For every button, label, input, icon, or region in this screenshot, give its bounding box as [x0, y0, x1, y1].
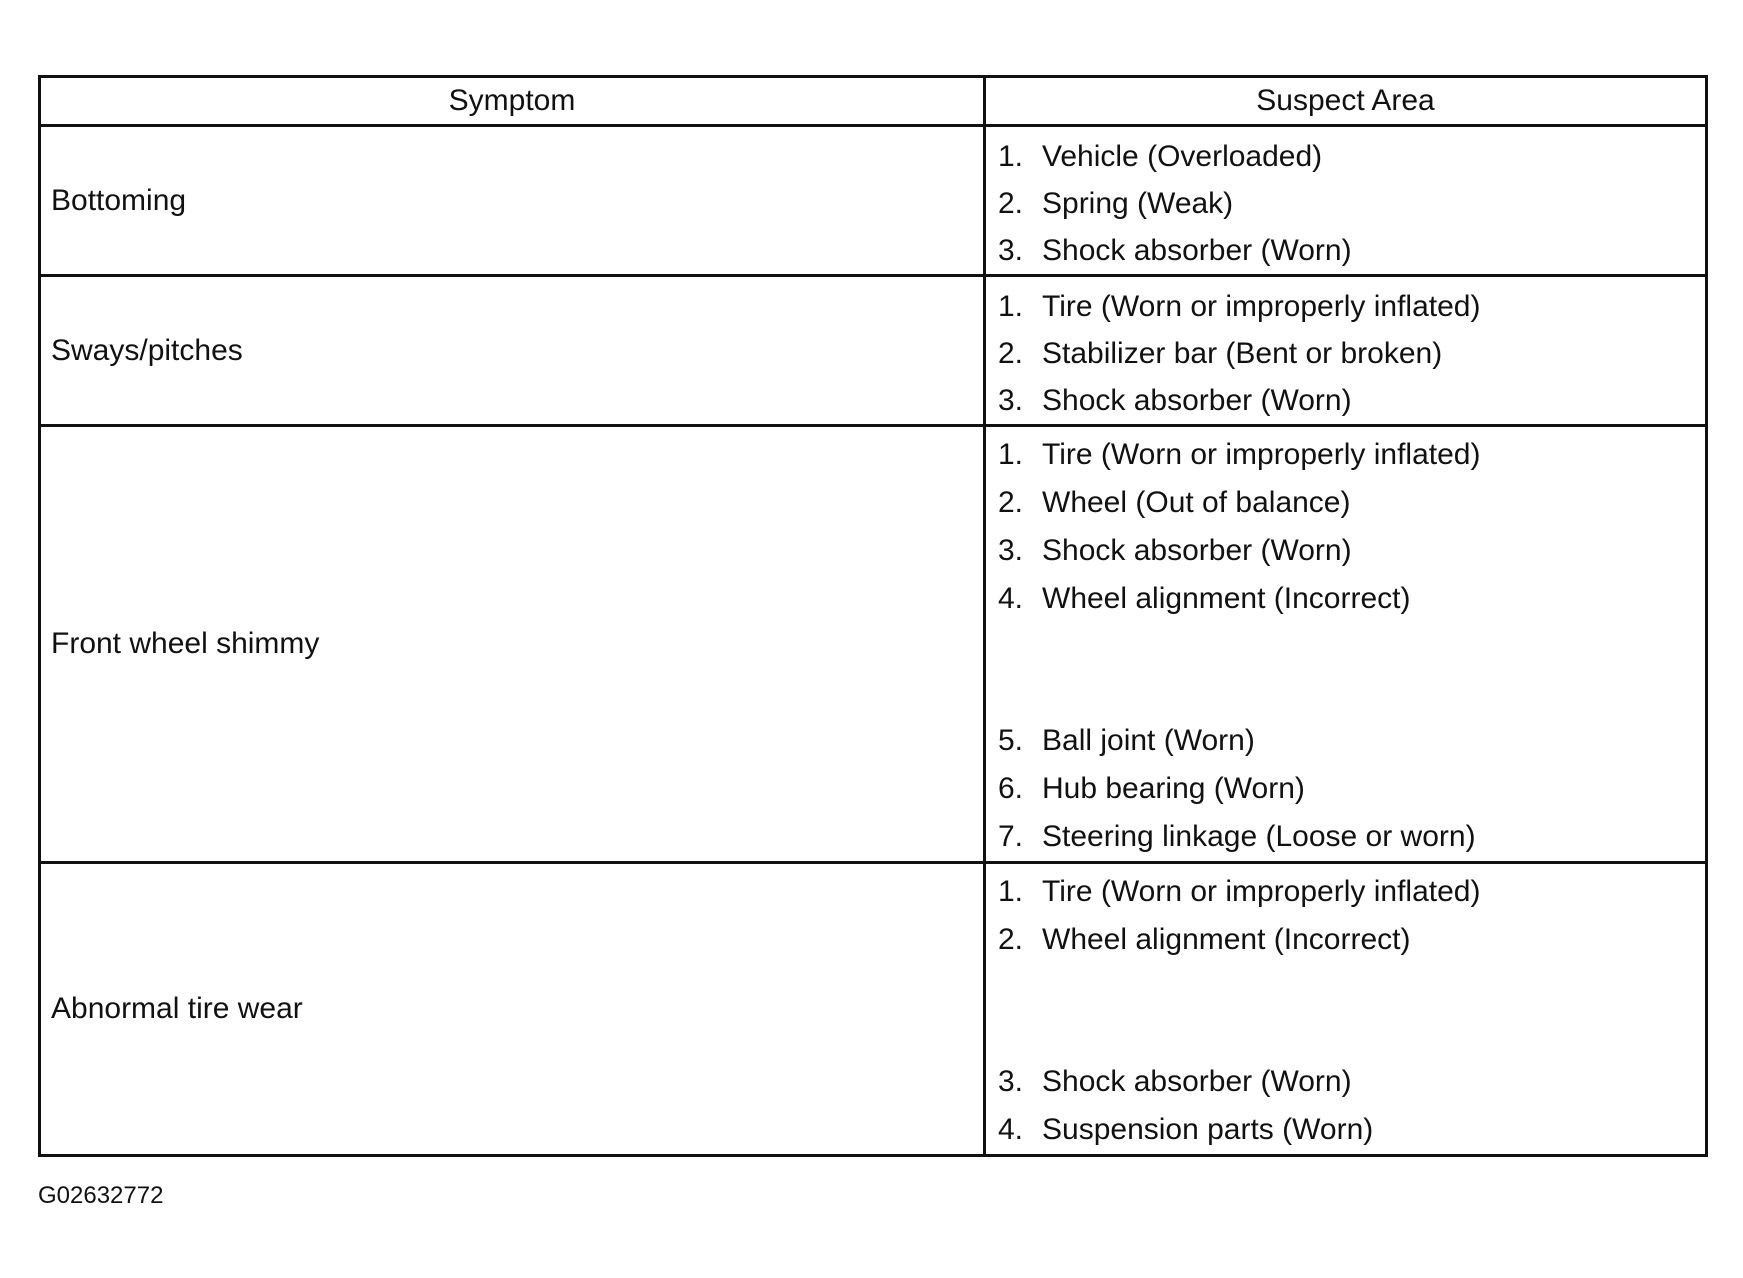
item-text: Steering linkage (Loose or worn) [1042, 820, 1476, 853]
item-text: Ball joint (Worn) [1042, 724, 1255, 757]
list-item [998, 330, 1705, 377]
list-item [998, 227, 1705, 274]
list-spacer [998, 623, 1705, 717]
list-item [998, 916, 1705, 964]
item-text: Wheel alignment (Incorrect) [1042, 582, 1411, 615]
item-number: 2. [998, 923, 1024, 956]
item-text: Suspension parts (Worn) [1042, 1113, 1374, 1146]
item-text: Shock absorber (Worn) [1042, 383, 1352, 417]
item-number: 1. [998, 438, 1024, 471]
item-number: 1. [998, 289, 1024, 323]
item-number: 4. [998, 582, 1024, 615]
item-text: Shock absorber (Worn) [1042, 233, 1352, 267]
table-row [41, 427, 1705, 864]
list-item [998, 527, 1705, 575]
item-text: Tire (Worn or improperly inflated) [1042, 289, 1481, 323]
list-item [998, 180, 1705, 227]
item-number: 3. [998, 1065, 1024, 1098]
item-text: Shock absorber (Worn) [1042, 1065, 1352, 1098]
suspect-area-cell [986, 277, 1705, 424]
list-item [998, 1106, 1705, 1154]
item-number: 7. [998, 820, 1024, 853]
item-number: 4. [998, 1113, 1024, 1146]
list-item [998, 717, 1705, 765]
list-item [998, 575, 1705, 623]
item-text: Shock absorber (Worn) [1042, 534, 1352, 567]
table-row [41, 127, 1705, 277]
header-suspect-area: Suspect Area [1256, 84, 1435, 117]
symptom-cell: Front wheel shimmy [41, 427, 986, 861]
list-item [998, 765, 1705, 813]
list-item [998, 133, 1705, 180]
list-item [998, 1058, 1705, 1106]
item-text: Hub bearing (Worn) [1042, 772, 1305, 805]
table-header-row [41, 78, 1705, 127]
table-row [41, 277, 1705, 427]
list-item [998, 813, 1705, 861]
item-text: Tire (Worn or improperly inflated) [1042, 438, 1481, 471]
list-item [998, 479, 1705, 527]
suspect-area-cell [986, 427, 1705, 861]
item-number: 2. [998, 486, 1024, 519]
item-number: 3. [998, 534, 1024, 567]
item-number: 6. [998, 772, 1024, 805]
item-text: Wheel (Out of balance) [1042, 486, 1351, 519]
list-spacer [998, 964, 1705, 1058]
item-number: 3. [998, 383, 1024, 417]
item-number: 2. [998, 186, 1024, 220]
list-item [998, 868, 1705, 916]
item-text: Vehicle (Overloaded) [1042, 139, 1323, 173]
symptom-cell: Bottoming [41, 127, 986, 274]
suspect-list [998, 277, 1705, 424]
troubleshooting-table [38, 75, 1708, 1157]
item-number: 2. [998, 336, 1024, 370]
figure-id: G02632772 [38, 1182, 164, 1209]
item-text: Tire (Worn or improperly inflated) [1042, 875, 1481, 908]
item-text: Wheel alignment (Incorrect) [1042, 923, 1411, 956]
item-number: 1. [998, 875, 1024, 908]
suspect-area-cell [986, 864, 1705, 1154]
suspect-list [998, 427, 1705, 861]
list-item [998, 431, 1705, 479]
suspect-list [998, 864, 1705, 1154]
suspect-area-cell [986, 127, 1705, 274]
suspect-list [998, 127, 1705, 274]
item-number: 1. [998, 139, 1024, 173]
symptom-cell: Sways/pitches [41, 277, 986, 424]
header-symptom: Symptom [41, 78, 986, 124]
table-row [41, 864, 1705, 1154]
list-item [998, 377, 1705, 424]
list-item [998, 283, 1705, 330]
item-number: 3. [998, 233, 1024, 267]
item-text: Spring (Weak) [1042, 186, 1234, 220]
symptom-cell: Abnormal tire wear [41, 864, 986, 1154]
item-number: 5. [998, 724, 1024, 757]
item-text: Stabilizer bar (Bent or broken) [1042, 336, 1443, 370]
